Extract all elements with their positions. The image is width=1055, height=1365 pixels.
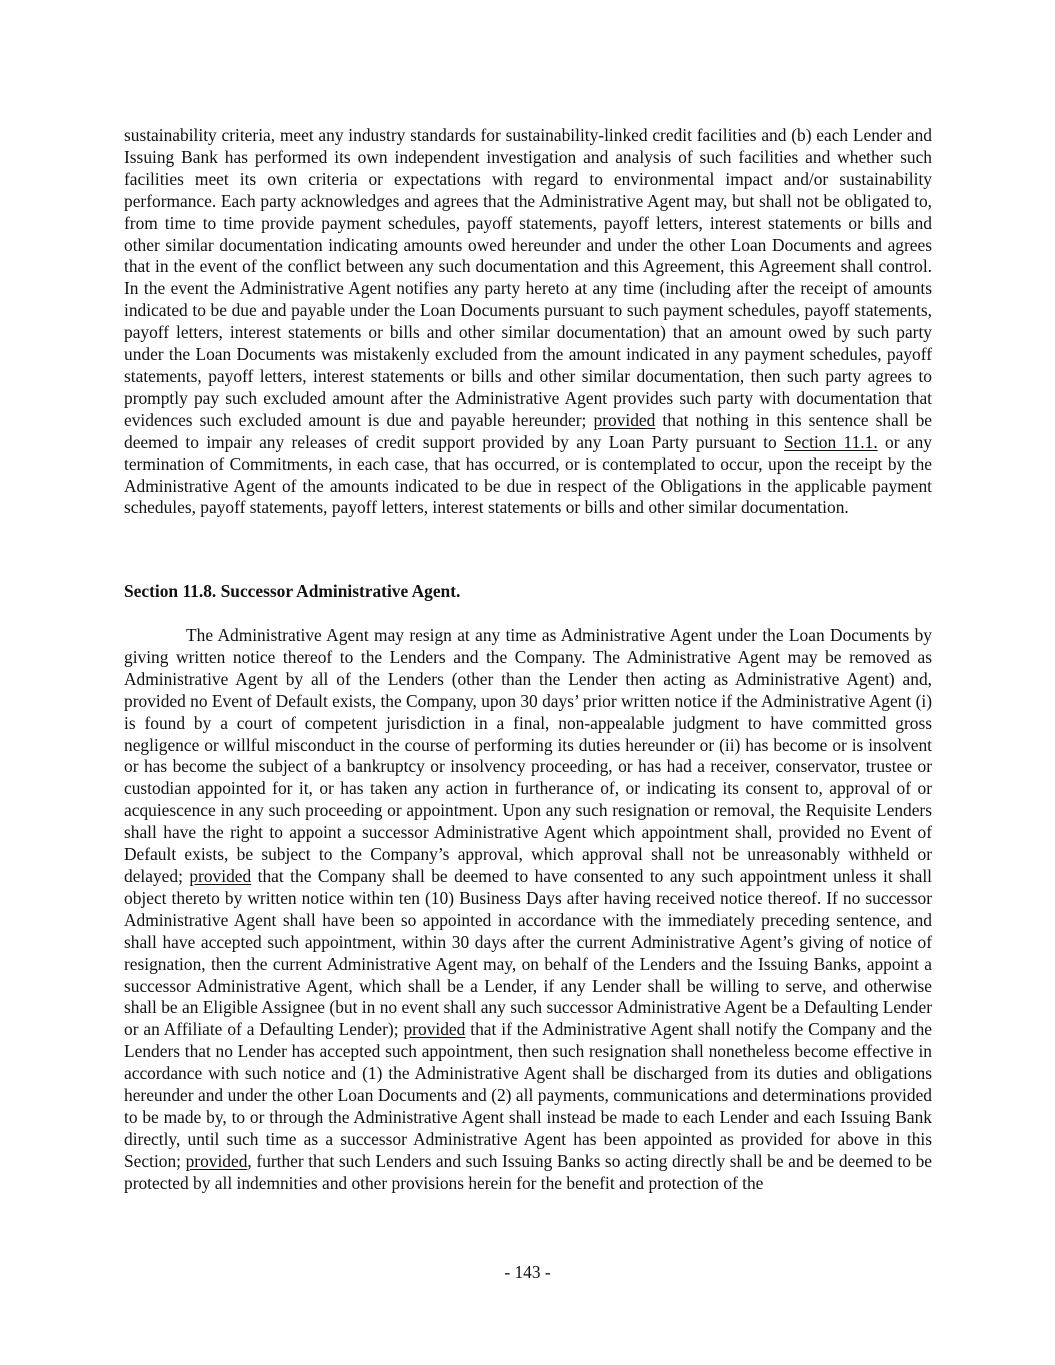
paragraph-text: sustainability criteria, meet any industry standards for sustainability-linked credit facilities and (b) each Lender and Issuing Bank has performed its own independent investigation and analysis of such facilities and whether such facilities meet its own criteria or expectations with regard to environmental impact and/or sustainability performance. Each party acknowledges and agrees that the Administrative Agent may, but shall not be obligated to, from time to time provide payment schedules, payoff statements, payoff letters, interest statements or bills and other similar documentation indicating amounts owed hereunder and under the other Loan Documents and agrees that in the event of the conflict between any such documentation and this Agreement, this Agreement shall control. In the event the Administrative Agent notifies any party hereto at any time (including after the receipt of amounts indicated to be due and payable under the Loan Documents pursuant to such payment schedules, payoff statements, payoff letters, interest statements or bills and other similar documentation) that an amount owed by such party under the Loan Documents was mistakenly excluded from the amount indicated in any payment schedules, payoff statements, payoff letters, interest statements or bills and other similar documentation, then such party agrees to promptly pay such excluded amount after the Administrative Agent provides such party with documentation that evidences such excluded amount is due and payable hereunder; <box>124 125 932 430</box>
paragraph-text: or any termination of Commitments, in each case, that has occurred, or is contemplated to occur, upon the receipt by the Administrative Agent of the amounts indicated to be due in respect of the Obligations in the applicable payment schedules, payoff statements, payoff letters, interest statements or bills and other similar documentation. <box>124 431 932 518</box>
page-number: - 143 - <box>504 1262 551 1282</box>
paragraph-successor-administrative-agent <box>124 625 932 1195</box>
provided-term: provided <box>189 865 252 886</box>
provided-term: provided <box>185 1150 248 1171</box>
paragraph-text: , further that such Lenders and such Issuing Banks so acting directly shall be and be deemed to be protected by all indemnities and other provisions herein for the benefit and protection of the <box>124 1150 932 1193</box>
paragraph-text: that nothing in this sentence shall be deemed to impair any releases of credit support provided by any Loan Party pursuant to <box>124 409 933 452</box>
paragraph-text: that the Company shall be deemed to have consented to any such appointment unless it shall object thereto by written notice within ten (10) Business Days after having received notice thereof. If no successor Administrative Agent shall have been so appointed in accordance with the immediately preceding sentence, and shall have accepted such appointment, within 30 days after the current Administrative Agent’s giving of notice of resignation, then the current Administrative Agent may, on behalf of the Lenders and the Issuing Banks, appoint a successor Administrative Agent, which shall be a Lender, if any Lender shall be willing to serve, and otherwise shall be an Eligible Assignee (but in no event shall any such successor Administrative Agent be a Defaulting Lender or an Affiliate of a Defaulting Lender); <box>124 865 932 1040</box>
provided-term: provided <box>403 1019 466 1040</box>
section-heading: Section 11.8. Successor Administrative Agent. <box>124 581 461 601</box>
paragraph-sustainability-and-payment-documentation <box>124 125 932 519</box>
paragraph-text: The Administrative Agent may resign at any time as Administrative Agent under the Loan Documents by giving written notice thereof to the Lenders and the Company. The Administrative Agent may be removed as Administrative Agent by all of the Lenders (other than the Lender then acting as Administrative Agent) and, provided no Event of Default exists, the Company, upon 30 days’ prior written notice if the Administrative Agent (i) is found by a court of competent jurisdiction in a final, non-appealable judgment to have committed gross negligence or willful misconduct in the course of performing its duties hereunder or (ii) has become or is insolvent or has become the subject of a bankruptcy or insolvency proceeding, or has had a receiver, conservator, trustee or custodian appointed for it, or has taken any action in furtherance of, or indicating its consent to, approval of or acquiescence in any such proceeding or appointment. Upon any such resignation or removal, the Requisite Lenders shall have the right to appoint a successor Administrative Agent which appointment shall, provided no Event of Default exists, be subject to the Company’s approval, which approval shall not be unreasonably withheld or delayed; <box>124 625 933 886</box>
paragraph-text: that if the Administrative Agent shall notify the Company and the Lenders that no Lender has accepted such appointment, then such resignation shall nonetheless become effective in accordance with such notice and (1) the Administrative Agent shall be discharged from its duties and obligations hereunder and under the other Loan Documents and (2) all payments, communications and determinations provided to be made by, to or through the Administrative Agent shall instead be made to each Lender and each Issuing Bank directly, until such time as a successor Administrative Agent has been appointed as provided for above in this Section; <box>124 1019 933 1171</box>
section-reference: Section 11.1. <box>784 431 878 452</box>
provided-term: provided <box>593 409 656 430</box>
